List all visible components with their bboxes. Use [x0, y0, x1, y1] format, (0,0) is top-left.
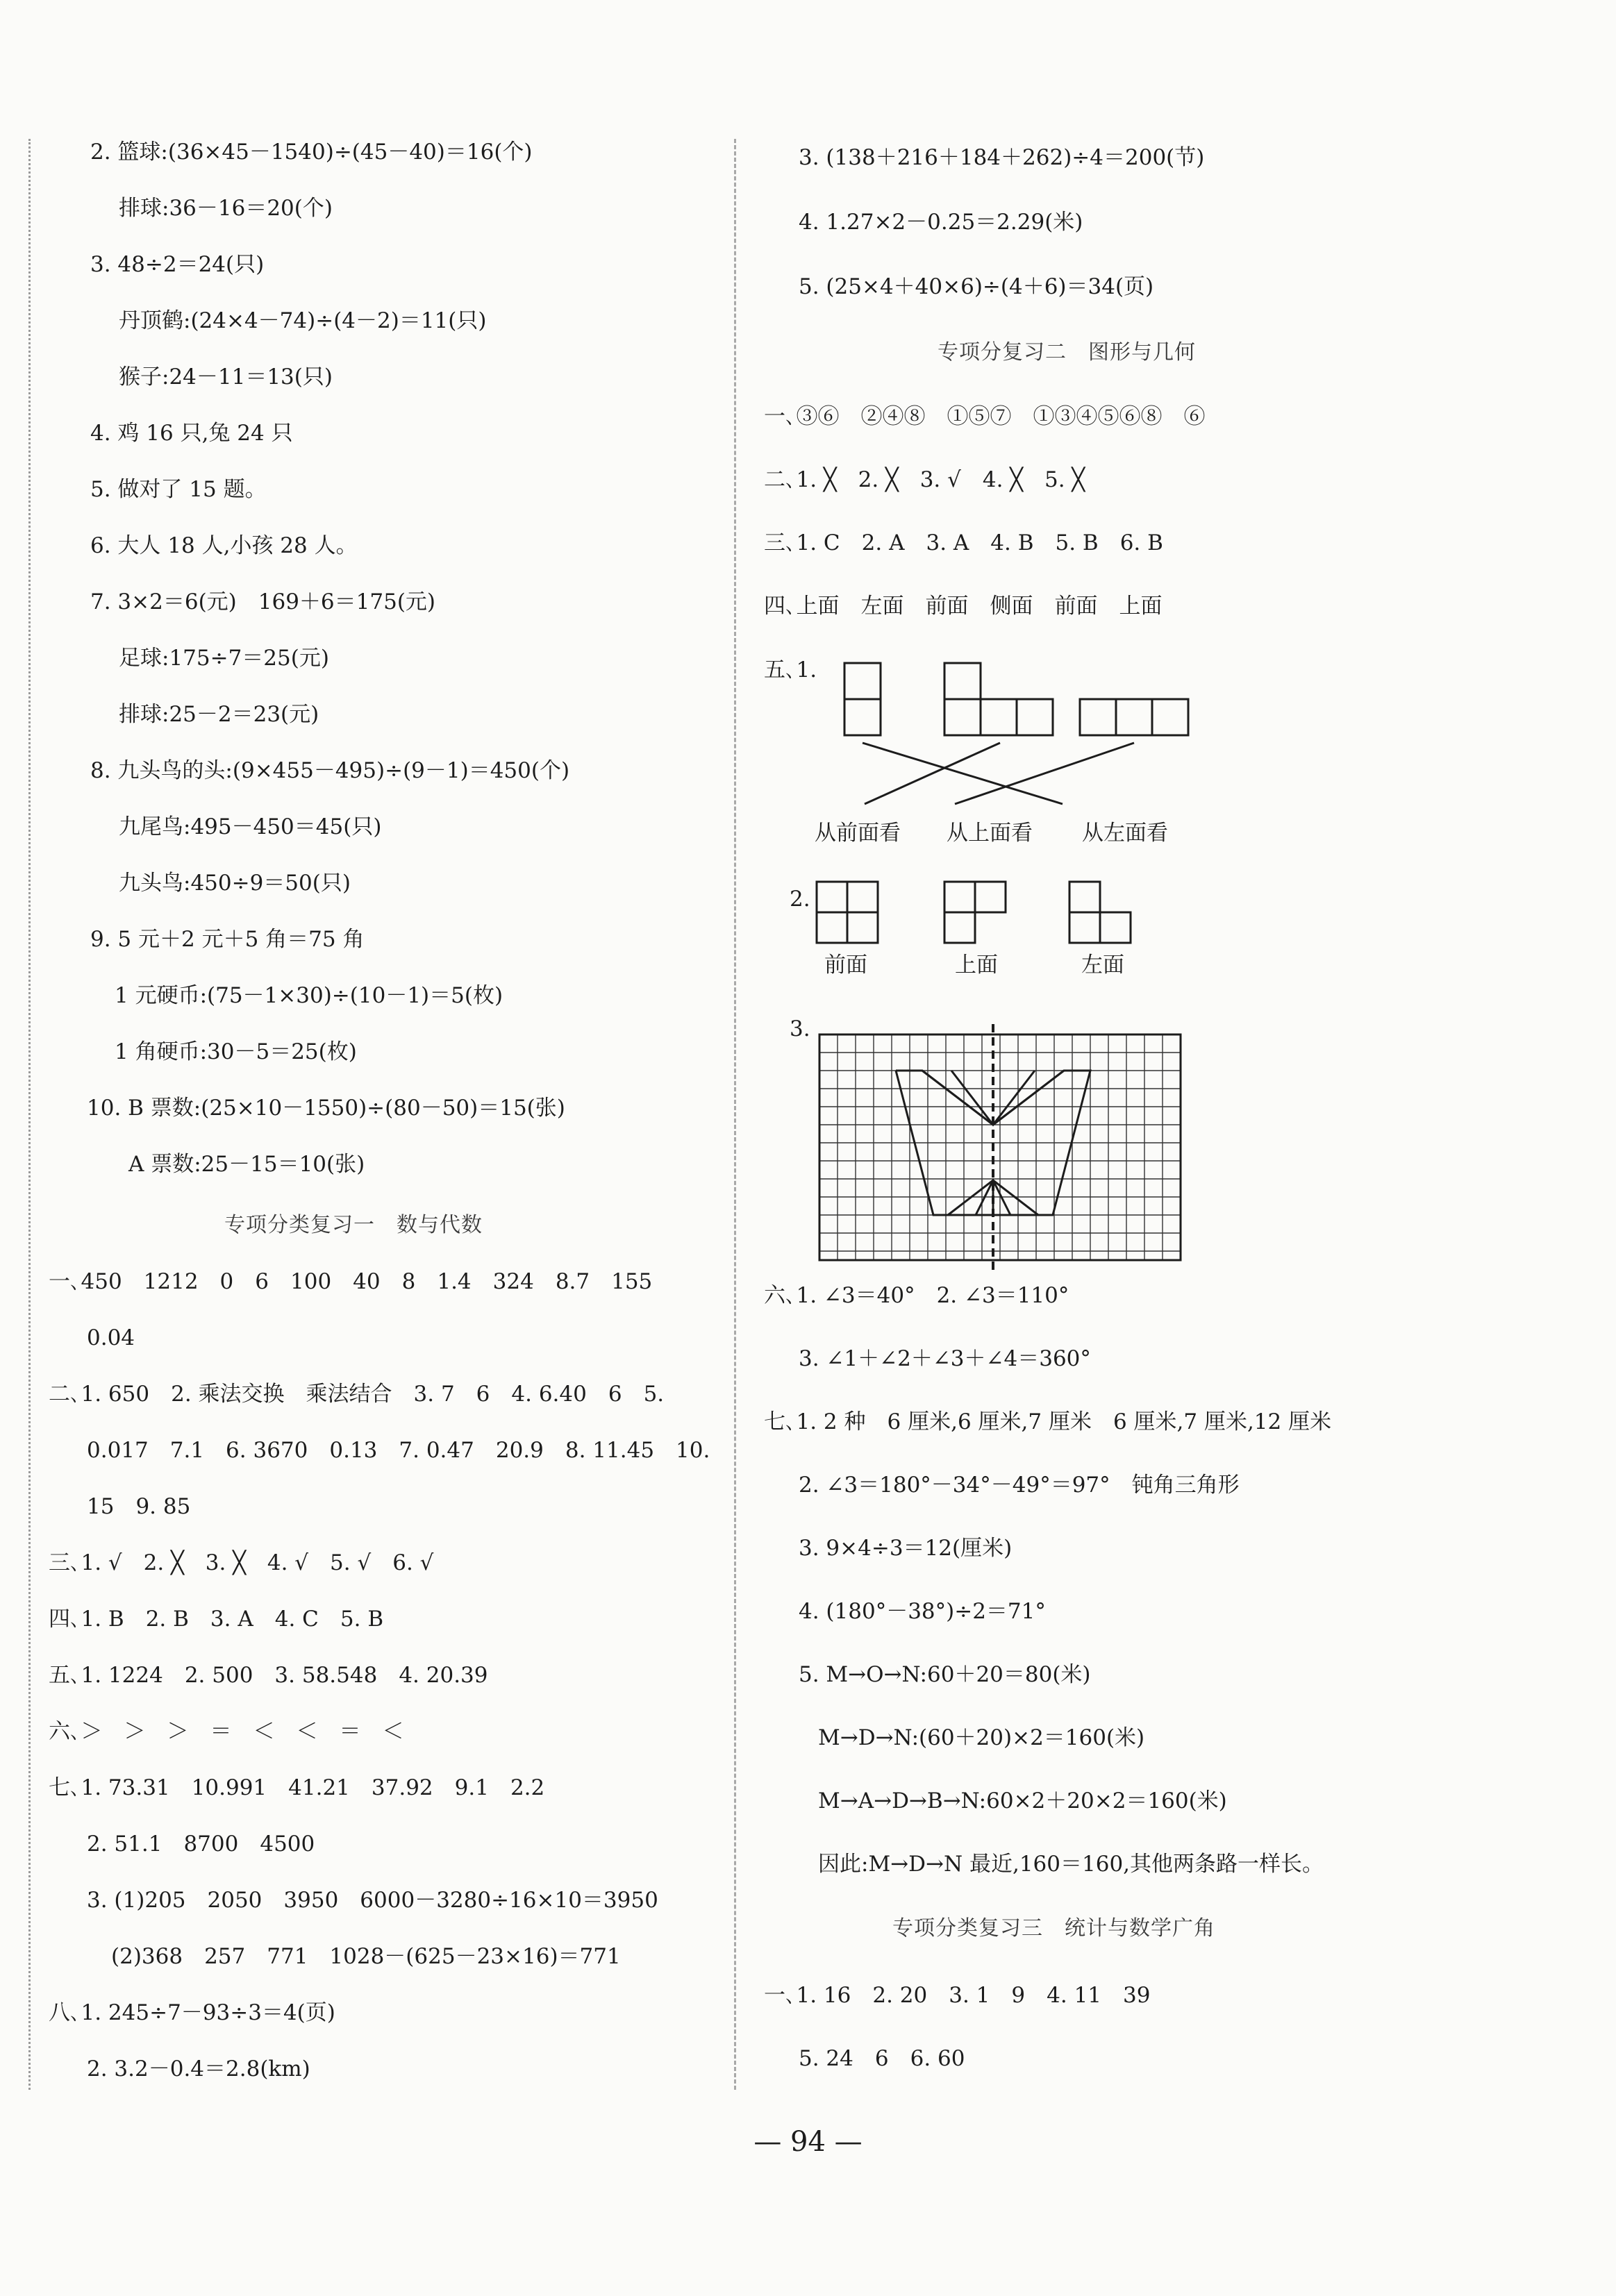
answer-line: 8. 九头鸟的头:(9×455－495)÷(9－1)＝450(个) [90, 758, 570, 783]
section-heading-3: 专项分类复习三 统计与数学广角 [892, 1916, 1215, 1941]
answer-line: 二､1. 650 2. 乘法交换 乘法结合 3. 7 6 4. 6.40 6 5. [49, 1382, 665, 1407]
answer-line: 1 元硬币:(75－1×30)÷(10－1)＝5(枚) [115, 983, 503, 1008]
answer-line: 15 9. 85 [87, 1494, 191, 1519]
figure-caption: 从前面看 [815, 821, 901, 846]
answer-line: 2. 3.2－0.4＝2.8(km) [87, 2056, 310, 2081]
answer-line: 3. (138＋216＋184＋262)÷4＝200(节) [799, 145, 1205, 170]
figure-caption: 上面 [955, 953, 998, 978]
three-views-figure [799, 875, 1146, 958]
left-view-cell [1069, 912, 1100, 943]
top-view [944, 882, 975, 912]
section-heading-2: 专项分复习二 图形与几何 [938, 340, 1196, 364]
answer-line: M→D→N:(60＋20)×2＝160(米) [818, 1725, 1145, 1750]
figure-3-label: 3. [790, 1016, 810, 1041]
view-shape-c-cell [1152, 699, 1188, 735]
answer-line: 3. 9×4÷3＝12(厘米) [799, 1536, 1013, 1561]
figure-1-label: 五､1. [764, 657, 817, 682]
answer-line: 7. 3×2＝6(元) 169＋6＝175(元) [90, 589, 436, 614]
left-view [1069, 882, 1100, 912]
section-heading-1: 专项分类复习一 数与代数 [224, 1213, 483, 1237]
left-view-cell [1100, 912, 1131, 943]
view-shape-b [944, 663, 981, 699]
symmetry-grid-figure [813, 1010, 1201, 1274]
answer-line: 一､③⑥ ②④⑧ ①⑤⑦ ①③④⑤⑥⑧ ⑥ [764, 404, 1206, 429]
answer-line: 2. 篮球:(36×45－1540)÷(45－40)＝16(个) [90, 140, 533, 165]
front-view-cell [847, 882, 878, 912]
match-line [863, 743, 1063, 804]
answer-line: 5. (25×4＋40×6)÷(4＋6)＝34(页) [799, 274, 1154, 299]
figure-caption: 从上面看 [947, 821, 1033, 846]
page-number: — 94 — [753, 2126, 863, 2158]
left-margin-dotted-line [28, 139, 31, 2090]
answer-line: 三､1. √ 2. ╳ 3. ╳ 4. √ 5. √ 6. √ [49, 1550, 434, 1575]
answer-line: 九尾鸟:495－450＝45(只) [119, 814, 382, 839]
answer-line: 丹顶鹤:(24×4－74)÷(4－2)＝11(只) [119, 308, 487, 333]
answer-line: M→A→D→B→N:60×2＋20×2＝160(米) [818, 1788, 1227, 1813]
answer-line: 3. (1)205 2050 3950 6000－3280÷16×10＝3950 [87, 1888, 658, 1913]
answer-line: 四､1. B 2. B 3. A 4. C 5. B [49, 1607, 384, 1632]
answer-line: 六､1. ∠3＝40° 2. ∠3＝110° [764, 1283, 1069, 1308]
top-view-cell [944, 912, 975, 943]
top-view-cell [975, 882, 1006, 912]
answer-line: 足球:175÷7＝25(元) [119, 646, 329, 671]
answer-line: 一､1. 16 2. 20 3. 1 9 4. 11 39 [764, 1983, 1151, 2008]
answer-line: 4. (180°－38°)÷2＝71° [799, 1599, 1046, 1624]
answer-line: 六､＞ ＞ ＞ ＝ ＜ ＜ ＝ ＜ [49, 1719, 404, 1744]
answer-line: 四､上面 左面 前面 侧面 前面 上面 [764, 594, 1163, 619]
figure-caption: 从左面看 [1082, 821, 1168, 846]
view-shape-b-cell [1017, 699, 1053, 735]
answer-line: 2. ∠3＝180°－34°－49°＝97° 钝角三角形 [799, 1473, 1240, 1498]
view-shape-c [1080, 699, 1116, 735]
view-shape-b-cell [944, 699, 981, 735]
answer-line: 二､1. ╳ 2. ╳ 3. √ 4. ╳ 5. ╳ [764, 467, 1085, 492]
answer-line: 9. 5 元＋2 元＋5 角＝75 角 [90, 927, 365, 952]
answer-line: 5. M→O→N:60＋20＝80(米) [799, 1662, 1091, 1687]
answer-line: 三､1. C 2. A 3. A 4. B 5. B 6. B [764, 530, 1163, 555]
answer-line: 4. 鸡 16 只,兔 24 只 [90, 421, 293, 446]
answer-line: 因此:M→D→N 最近,160＝160,其他两条路一样长。 [818, 1852, 1324, 1877]
front-view-cell [847, 912, 878, 943]
answer-line: 10. B 票数:(25×10－1550)÷(80－50)＝15(张) [87, 1096, 565, 1121]
front-view-cell [817, 912, 847, 943]
answer-line: 0.017 7.1 6. 3670 0.13 7. 0.47 20.9 8. 11.45 10. [87, 1438, 710, 1463]
answer-line: 八､1. 245÷7－93÷3＝4(页) [49, 2000, 335, 2025]
column-divider [734, 139, 736, 2090]
answer-line: 5. 做对了 15 题。 [90, 477, 267, 502]
view-shape-a-cell [844, 699, 881, 735]
answer-line: (2)368 257 771 1028－(625－23×16)＝771 [111, 1944, 621, 1969]
answer-line: A 票数:25－15＝10(张) [128, 1152, 365, 1177]
grid-lines [819, 1034, 1181, 1260]
view-shape-c-cell [1116, 699, 1152, 735]
answer-line: 3. ∠1＋∠2＋∠3＋∠4＝360° [799, 1346, 1091, 1371]
answer-line: 6. 大人 18 人,小孩 28 人。 [90, 533, 358, 558]
figure-caption: 左面 [1081, 953, 1124, 978]
answer-line: 2. 51.1 8700 4500 [87, 1832, 315, 1857]
answer-line: 4. 1.27×2－0.25＝2.29(米) [799, 210, 1083, 235]
answer-line: 七､1. 73.31 10.991 41.21 37.92 9.1 2.2 [49, 1775, 545, 1800]
answer-line: 3. 48÷2＝24(只) [90, 252, 265, 277]
answer-line: 一､450 1212 0 6 100 40 8 1.4 324 8.7 155 [49, 1269, 653, 1294]
answer-line: 0.04 [87, 1325, 135, 1350]
answer-line: 猴子:24－11＝13(只) [119, 364, 333, 389]
front-view [817, 882, 847, 912]
answer-line: 五､1. 1224 2. 500 3. 58.548 4. 20.39 [49, 1663, 488, 1688]
answer-line: 九头鸟:450÷9＝50(只) [119, 871, 351, 896]
answer-line: 排球:25－2＝23(元) [119, 702, 319, 727]
figure-2-label: 2. [790, 887, 810, 912]
answer-line: 1 角硬币:30－5＝25(枚) [115, 1039, 357, 1064]
view-shape-b-cell [981, 699, 1017, 735]
figure-caption: 前面 [824, 953, 867, 978]
view-shape-a [844, 663, 881, 699]
answer-line: 排球:36－16＝20(个) [119, 196, 333, 221]
answer-line: 七､1. 2 种 6 厘米,6 厘米,7 厘米 6 厘米,7 厘米,12 厘米 [764, 1409, 1332, 1434]
answer-line: 5. 24 6 6. 60 [799, 2046, 965, 2071]
